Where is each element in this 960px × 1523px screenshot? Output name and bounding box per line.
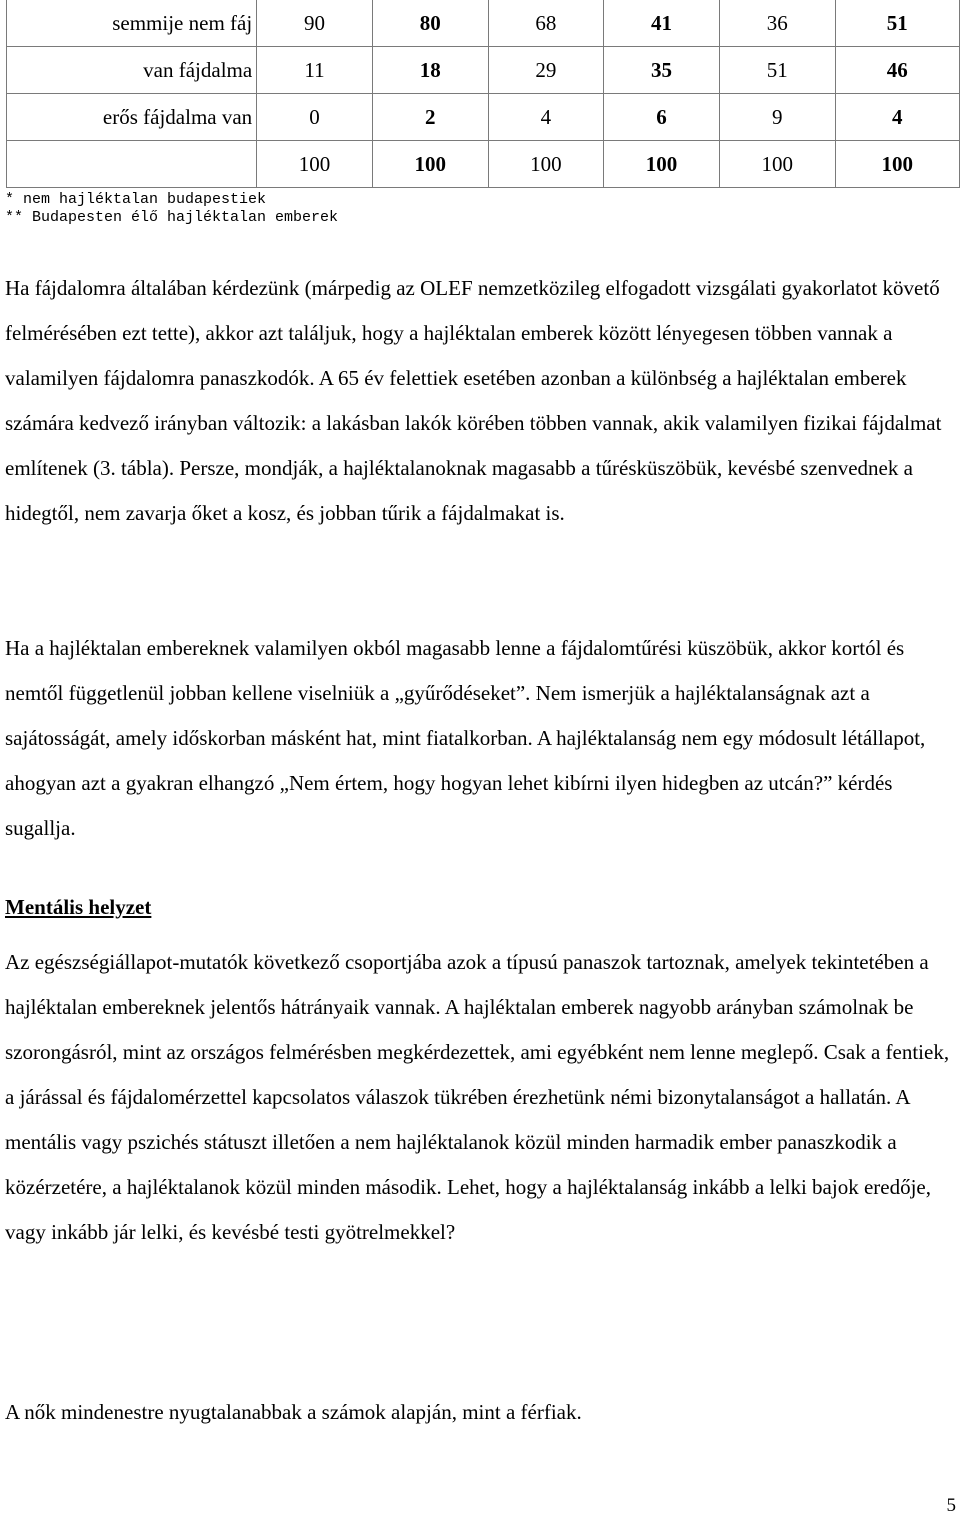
table-cell: 9 bbox=[719, 94, 835, 141]
table-cell: 35 bbox=[604, 47, 720, 94]
table-cell: 0 bbox=[257, 94, 373, 141]
table-cell: 100 bbox=[372, 141, 488, 188]
table-cell: 100 bbox=[488, 141, 604, 188]
table-cell: 36 bbox=[719, 0, 835, 47]
row-label bbox=[7, 141, 257, 188]
table-cell: 46 bbox=[835, 47, 959, 94]
table-cell: 4 bbox=[488, 94, 604, 141]
page-number: 5 bbox=[946, 1495, 956, 1516]
table-cell: 18 bbox=[372, 47, 488, 94]
table-cell: 100 bbox=[719, 141, 835, 188]
table-cell: 51 bbox=[835, 0, 959, 47]
table-cell: 80 bbox=[372, 0, 488, 47]
paragraph: Ha a hajléktalan embereknek valamilyen okból magasabb lenne a fájdalomtűrési küszöbük, akkor kortól és nemtől függetlenül jobban kellene viselniük a „gyűrődéseket”. Nem ismerjük a hajléktalanságnak azt a sajátosságát, amely időskorban másként hat, mint fiatalkorban. A hajléktalanság nem egy módosult létállapot, ahogyan azt a gyakran elhangzó „Nem értem, hogy hogyan lehet kibírni ilyen hidegben az utcán?” kérdés sugallja. bbox=[5, 636, 926, 840]
table-cell: 11 bbox=[257, 47, 373, 94]
paragraph: A nők mindenestre nyugtalanabbak a számok alapján, mint a férfiak. bbox=[5, 1400, 582, 1424]
table-row bbox=[7, 0, 960, 47]
table-footnotes bbox=[5, 191, 338, 227]
row-label: semmije nem fáj bbox=[7, 0, 257, 47]
footnote: * nem hajléktalan budapestiek bbox=[5, 191, 267, 208]
table-row bbox=[7, 141, 960, 188]
row-label: van fájdalma bbox=[7, 47, 257, 94]
section-heading: Mentális helyzet bbox=[5, 895, 152, 919]
table-cell: 51 bbox=[719, 47, 835, 94]
footnote: ** Budapesten élő hajléktalan emberek bbox=[5, 209, 339, 226]
table-cell: 100 bbox=[835, 141, 959, 188]
table-cell: 29 bbox=[488, 47, 604, 94]
paragraph: Ha fájdalomra általában kérdezünk (márpedig az OLEF nemzetközileg elfogadott vizsgálati gyakorlatot követő felmérésében ezt tette), akkor azt találjuk, hogy a hajléktalan emberek között lényegesen többen vannak a valamilyen fájdalomra panaszkodók. A 65 év felettiek esetében azonban a különbség a hajléktalan emberek számára kedvező irányban változik: a lakásban lakók körében többen vannak, akik valamilyen fizikai fájdalmat említenek (3. tábla). Persze, mondják, a hajléktalanoknak magasabb a tűrésküszöbük, kevésbé szenvednek a hidegtől, nem zavarja őket a kosz, és jobban tűrik a fájdalmakat is. bbox=[5, 276, 942, 525]
table-cell: 6 bbox=[604, 94, 720, 141]
table-row bbox=[7, 47, 960, 94]
table-cell: 4 bbox=[835, 94, 959, 141]
table-cell: 90 bbox=[257, 0, 373, 47]
table-cell: 2 bbox=[372, 94, 488, 141]
table-row bbox=[7, 94, 960, 141]
table-cell: 41 bbox=[604, 0, 720, 47]
table-cell: 100 bbox=[257, 141, 373, 188]
paragraph: Az egészségiállapot-mutatók következő csoportjába azok a típusú panaszok tartoznak, amelyek tekintetében a hajléktalan embereknek jelentős hátrányaik vannak. A hajléktalan emberek nagyobb arányban számolnak be szorongásról, mint az országos felmérésben megkérdezettek, ami egyébként nem lenne meglepő. Csak a fentiek, a járással és fájdalomérzettel kapcsolatos válaszok tükrében érezhetünk némi bizonytalanságot a hallatán. A mentális vagy pszichés státuszt illetően a nem hajléktalanok közül minden harmadik ember panaszkodik a közérzetére, a hajléktalanok közül minden második. Lehet, hogy a hajléktalanság inkább a lelki bajok eredője, vagy inkább jár lelki, és kevésbé testi gyötrelmekkel? bbox=[5, 950, 950, 1244]
table-cell: 100 bbox=[604, 141, 720, 188]
table-cell: 68 bbox=[488, 0, 604, 47]
row-label: erős fájdalma van bbox=[7, 94, 257, 141]
data-table bbox=[6, 0, 960, 188]
